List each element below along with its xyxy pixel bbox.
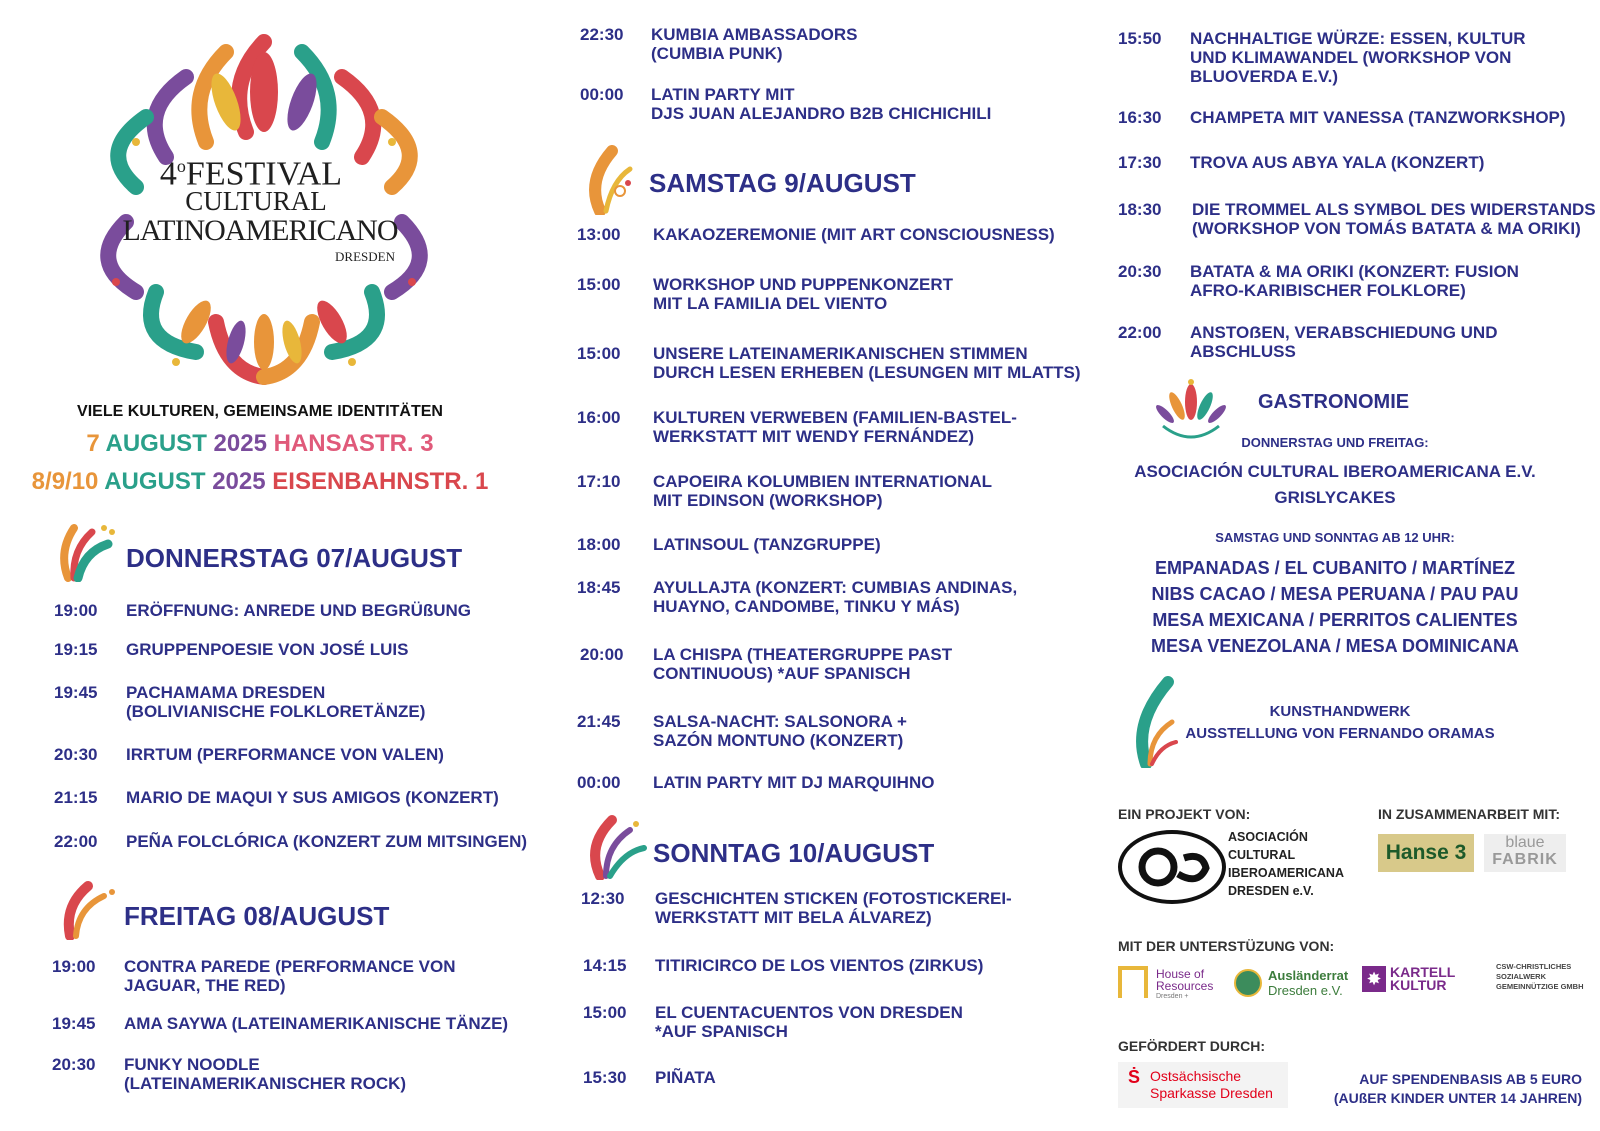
coop-label: IN ZUSAMMENARBEIT MIT:: [1378, 806, 1560, 822]
event-sun-10: ANSTOẞEN, VERABSCHIEDUNG UND ABSCHLUSS: [1190, 323, 1498, 361]
ace-logo-mark: [1122, 834, 1222, 900]
time-sun-9: 20:30: [1118, 262, 1162, 281]
ausl-line-2: Dresden e.V.: [1268, 983, 1343, 998]
time-sat-7: 18:45: [577, 578, 621, 597]
time-sat-4: 16:00: [577, 408, 621, 427]
hor-line-3: Dresden +: [1156, 993, 1189, 1000]
time-sat-1: 13:00: [577, 225, 621, 244]
time-sat-3: 15:00: [577, 344, 621, 363]
time-fri-1: 19:00: [52, 957, 96, 976]
gastro-vendor: GRISLYCAKES: [1274, 488, 1396, 507]
event-thu-5: MARIO DE MAQUI Y SUS AMIGOS (KONZERT): [126, 788, 499, 807]
day-title-saturday: SAMSTAG 9/AUGUST: [649, 168, 916, 198]
gastro-sub-weekend: SAMSTAG UND SONNTAG AB 12 UHR:: [1215, 530, 1455, 545]
support-label: MIT DER UNTERSTÜZUNG VON:: [1118, 938, 1335, 954]
blaue-fabrik-line-1: blaue: [1505, 834, 1545, 851]
time-sat-8: 20:00: [580, 645, 624, 664]
event-fri-3: FUNKY NOODLE (LATEINAMERIKANISCHER ROCK): [124, 1055, 407, 1093]
time-sat-5: 17:10: [577, 472, 621, 491]
kunst-title: KUNSTHANDWERK: [1269, 703, 1411, 720]
auslaenderrat-logo: [1234, 966, 1350, 1002]
house-of-resources-logo: [1118, 966, 1228, 1002]
date-line-2: [30, 468, 490, 496]
ace-name-line: ASOCIACIÓN: [1228, 830, 1308, 844]
date-2-month: AUGUST: [104, 468, 206, 495]
event-sat-7: AYULLAJTA (KONZERT: CUMBIAS ANDINAS, HUAYNO, CANDOMBE, TINKU Y MÁS): [653, 578, 1018, 616]
event-thu-1: ERÖFFNUNG: ANREDE UND BEGRÜßUNG: [126, 601, 472, 620]
time-thu-3: 19:45: [54, 683, 98, 702]
time-sun-7: 17:30: [1118, 153, 1162, 172]
kartell-line-2: KULTUR: [1390, 977, 1447, 993]
event-sat-5: CAPOEIRA KOLUMBIEN INTERNATIONAL MIT EDINSON (WORKSHOP): [653, 472, 993, 510]
event-sat-8: LA CHISPA (THEATERGRUPPE PAST CONTINUOUS) *AUF SPANISCH: [653, 645, 953, 683]
day-title-sunday: SONNTAG 10/AUGUST: [653, 838, 935, 868]
time-sun-8: 18:30: [1118, 200, 1162, 219]
fan-ornament-icon: [1155, 378, 1227, 442]
event-sat-6: LATINSOUL (TANZGRUPPE): [653, 535, 881, 554]
time-fri-2: 19:45: [52, 1014, 96, 1033]
event-sun-7: TROVA AUS ABYA YALA (KONZERT): [1190, 153, 1485, 172]
tagline: VIELE KULTUREN, GEMEINSAME IDENTITÄTEN: [77, 403, 443, 420]
event-sat-9: SALSA-NACHT: SALSONORA + SAZÓN MONTUNO (KONZERT): [653, 712, 907, 750]
time-sun-4: 15:30: [583, 1068, 627, 1087]
event-sun-6: CHAMPETA MIT VANESSA (TANZWORKSHOP): [1190, 108, 1566, 127]
day-title-friday: FREITAG 08/AUGUST: [124, 901, 390, 931]
event-fri-1: CONTRA PAREDE (PERFORMANCE VON JAGUAR, THE RED): [124, 957, 456, 995]
event-sun-8: DIE TROMMEL ALS SYMBOL DES WIDERSTANDS (WORKSHOP VON TOMÁS BATATA & MA ORIKI): [1192, 200, 1596, 238]
event-thu-6: PEÑA FOLCLÓRICA (KONZERT ZUM MITSINGEN): [126, 832, 528, 851]
time-thu-6: 22:00: [54, 832, 98, 851]
time-sat-6: 18:00: [577, 535, 621, 554]
hanse3-logo-text: Hanse 3: [1385, 841, 1467, 864]
time-sun-6: 16:30: [1118, 108, 1162, 127]
date-1-place: HANSASTR. 3: [273, 430, 434, 457]
gastro-vendor: ASOCIACIÓN CULTURAL IBEROAMERICANA E.V.: [1134, 462, 1536, 481]
gastro-vendor: EMPANADAS / EL CUBANITO / MARTÍNEZ: [1154, 558, 1515, 578]
time-fri-3: 20:30: [52, 1055, 96, 1074]
event-sun-1: GESCHICHTEN STICKEN (FOTOSTICKEREI- WERKSTATT MIT BELA ÁLVAREZ): [655, 889, 1012, 927]
event-sun-3: EL CUENTACUENTOS VON DRESDEN *AUF SPANISCH: [655, 1003, 963, 1041]
logo-cultural: CULTURAL: [185, 186, 327, 216]
date-2-place: EISENBAHNSTR. 1: [272, 468, 489, 495]
house-icon: [1118, 966, 1148, 998]
sparkasse-line-2: Sparkasse Dresden: [1150, 1085, 1273, 1101]
kartell-kultur-logo: [1362, 966, 1478, 996]
donation-line-1: AUF SPENDENBASIS AB 5 EURO: [1359, 1071, 1582, 1087]
csw-line: SOZIALWERK: [1496, 972, 1546, 981]
day-title-thursday: DONNERSTAG 07/AUGUST: [126, 543, 463, 573]
event-fri-5: LATIN PARTY MIT DJS JUAN ALEJANDRO B2B CHICHICHILI: [651, 85, 992, 123]
date-2-year: 2025: [212, 468, 266, 495]
ace-name-line: CULTURAL: [1228, 848, 1296, 862]
event-sat-1: KAKAOZEREMONIE (MIT ART CONSCIOUSNESS): [653, 225, 1055, 244]
csw-logo: [1496, 962, 1584, 992]
feather-icon: [582, 145, 638, 215]
logo-edition-sup: o: [176, 156, 186, 176]
gastro-vendor: NIBS CACAO / MESA PERUANA / PAU PAU: [1151, 584, 1519, 604]
event-sat-3: UNSERE LATEINAMERIKANISCHEN STIMMEN DURCH LESEN ERHEBEN (LESUNGEN MIT MLATTS): [653, 344, 1081, 382]
ace-name: [1228, 828, 1344, 900]
event-sun-4: PIÑATA: [655, 1068, 716, 1087]
logo-city: DRESDEN: [335, 249, 395, 264]
gastro-vendor: MESA VENEZOLANA / MESA DOMINICANA: [1150, 636, 1519, 656]
date-1-day: 7: [86, 430, 100, 457]
time-fri-4: 22:30: [580, 25, 624, 44]
event-sat-2: WORKSHOP UND PUPPENKONZERT MIT LA FAMILIA DEL VIENTO: [653, 275, 954, 313]
hor-line-2: Resources: [1156, 979, 1214, 993]
time-thu-1: 19:00: [54, 601, 98, 620]
sparkasse-line-1: Ostsächsische: [1150, 1068, 1242, 1084]
sparkasse-logo: [1118, 1062, 1288, 1108]
feather-icon: [1132, 676, 1180, 768]
event-thu-2: GRUPPENPOESIE VON JOSÉ LUIS: [126, 640, 409, 659]
ace-name-line: DRESDEN e.V.: [1228, 884, 1314, 898]
time-sun-3: 15:00: [583, 1003, 627, 1022]
kartell-line-1: KARTELL: [1390, 964, 1456, 980]
time-sat-10: 00:00: [577, 773, 621, 792]
time-sun-5: 15:50: [1118, 29, 1162, 48]
event-fri-4: KUMBIA AMBASSADORS (CUMBIA PUNK): [651, 25, 858, 63]
blaue-fabrik-line-2: FABRIK: [1492, 851, 1558, 868]
time-thu-4: 20:30: [54, 745, 98, 764]
time-fri-5: 00:00: [580, 85, 624, 104]
feather-icon: [58, 880, 120, 940]
donation-line-2: (AUßER KINDER UNTER 14 JAHREN): [1333, 1090, 1582, 1106]
event-sun-9: BATATA & MA ORIKI (KONZERT: FUSION AFRO-KARIBISCHER FOLKLORE): [1190, 262, 1519, 300]
ausl-line-1: Ausländerrat: [1268, 968, 1349, 983]
ace-name-line: IBEROAMERICANA: [1228, 866, 1344, 880]
event-thu-3: PACHAMAMA DRESDEN (BOLIVIANISCHE FOLKLORETÄNZE): [126, 683, 426, 721]
star-icon: ✸: [1362, 966, 1386, 992]
logo-edition: 4: [159, 155, 177, 193]
time-sun-10: 22:00: [1118, 323, 1162, 342]
ace-logo: [1118, 830, 1226, 904]
event-thu-4: IRRTUM (PERFORMANCE VON VALEN): [126, 745, 444, 764]
funded-label: GEFÖRDERT DURCH:: [1118, 1038, 1265, 1054]
blaue-fabrik-logo: [1484, 834, 1566, 872]
event-sat-4: KULTUREN VERWEBEN (FAMILIEN-BASTEL- WERKSTATT MIT WENDY FERNÁNDEZ): [653, 408, 1017, 446]
date-2-day: 8/9/10: [31, 468, 99, 495]
time-sat-2: 15:00: [577, 275, 621, 294]
time-thu-2: 19:15: [54, 640, 98, 659]
feather-icon: [584, 812, 650, 880]
gastro-sub-weekday: DONNERSTAG UND FREITAG:: [1241, 435, 1429, 450]
project-label: EIN PROJEKT VON:: [1118, 806, 1251, 822]
time-sat-9: 21:45: [577, 712, 621, 731]
csw-line: CSW-CHRISTLICHES: [1496, 962, 1572, 971]
logo-latinoamericano: LATINOAMERICANO: [122, 214, 398, 247]
hor-line-1: House of: [1156, 967, 1205, 981]
event-sat-10: LATIN PARTY MIT DJ MARQUIHNO: [653, 773, 935, 792]
date-line-1: [40, 430, 480, 458]
feather-icon: [48, 522, 120, 582]
event-sun-5: NACHHALTIGE WÜRZE: ESSEN, KULTUR UND KLIMAWANDEL (WORKSHOP VON BLUOVERDA E.V.): [1190, 29, 1526, 86]
time-thu-5: 21:15: [54, 788, 98, 807]
sparkasse-icon: Ṡ: [1127, 1067, 1140, 1087]
kunst-text: AUSSTELLUNG VON FERNANDO ORAMAS: [1185, 725, 1495, 742]
logo-festival: FESTIVAL: [185, 155, 343, 193]
gastro-title: GASTRONOMIE: [1258, 391, 1410, 413]
date-1-year: 2025: [213, 430, 267, 457]
event-fri-2: AMA SAYWA (LATEINAMERIKANISCHE TÄNZE): [124, 1014, 509, 1033]
csw-line: GEMEINNÜTZIGE GMBH: [1496, 982, 1584, 991]
event-sun-2: TITIRICIRCO DE LOS VIENTOS (ZIRKUS): [655, 956, 984, 975]
globe-icon: [1234, 969, 1262, 997]
gastro-vendor: MESA MEXICANA / PERRITOS CALIENTES: [1152, 610, 1518, 630]
date-1-month: AUGUST: [105, 430, 207, 457]
time-sun-1: 12:30: [581, 889, 625, 908]
time-sun-2: 14:15: [583, 956, 627, 975]
